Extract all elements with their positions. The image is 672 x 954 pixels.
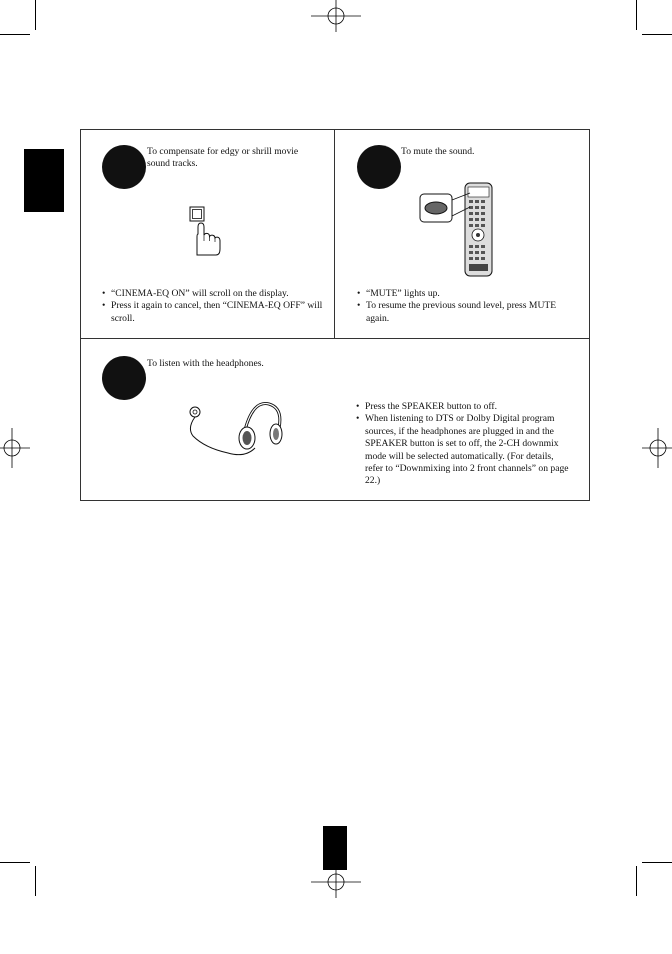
list-item: • “MUTE” lights up.: [357, 288, 575, 300]
step-marker: [357, 145, 401, 189]
notes-list: [357, 288, 575, 325]
section-divider: [334, 129, 335, 339]
notes-list: [102, 288, 324, 325]
registration-mark-icon: [0, 428, 30, 468]
crop-mark: [35, 0, 36, 30]
section-divider: [80, 338, 590, 339]
registration-mark-icon: [311, 0, 361, 32]
registration-mark-icon: [311, 866, 361, 898]
crop-mark: [642, 862, 672, 863]
section-intro: To compensate for edgy or shrill movie sound tracks.: [147, 146, 299, 170]
crop-mark: [0, 862, 30, 863]
registration-mark-icon: [642, 428, 672, 468]
crop-mark: [642, 34, 672, 35]
list-item: • To resume the previous sound level, press MUTE again.: [357, 300, 575, 325]
remote-control-icon: [418, 180, 496, 278]
step-marker: [102, 145, 146, 189]
list-item: • “CINEMA-EQ ON” will scroll on the display.: [102, 288, 324, 300]
list-item: • When listening to DTS or Dolby Digital program sources, if the headphones are plugged in and the SPEAKER button is set to off, the 2-CH downmix mode will be selected automatically. (For details, refer to “Downmixing into 2 front channels” on page 22.): [356, 413, 574, 487]
notes-list: [356, 401, 574, 488]
section-intro: To mute the sound.: [401, 146, 475, 157]
section-intro: To listen with the headphones.: [147, 358, 264, 369]
headphones-icon: [183, 398, 285, 466]
list-item: • Press the SPEAKER button to off.: [356, 401, 574, 413]
crop-mark: [0, 34, 30, 35]
list-item: • Press it again to cancel, then “CINEMA-EQ OFF” will scroll.: [102, 300, 324, 325]
page-number-tab: [323, 826, 347, 870]
crop-mark: [35, 866, 36, 896]
crop-mark: [636, 866, 637, 896]
step-marker: [102, 356, 146, 400]
finger-press-button-icon: [188, 205, 222, 257]
language-side-tab: [24, 149, 64, 212]
crop-mark: [636, 0, 637, 30]
